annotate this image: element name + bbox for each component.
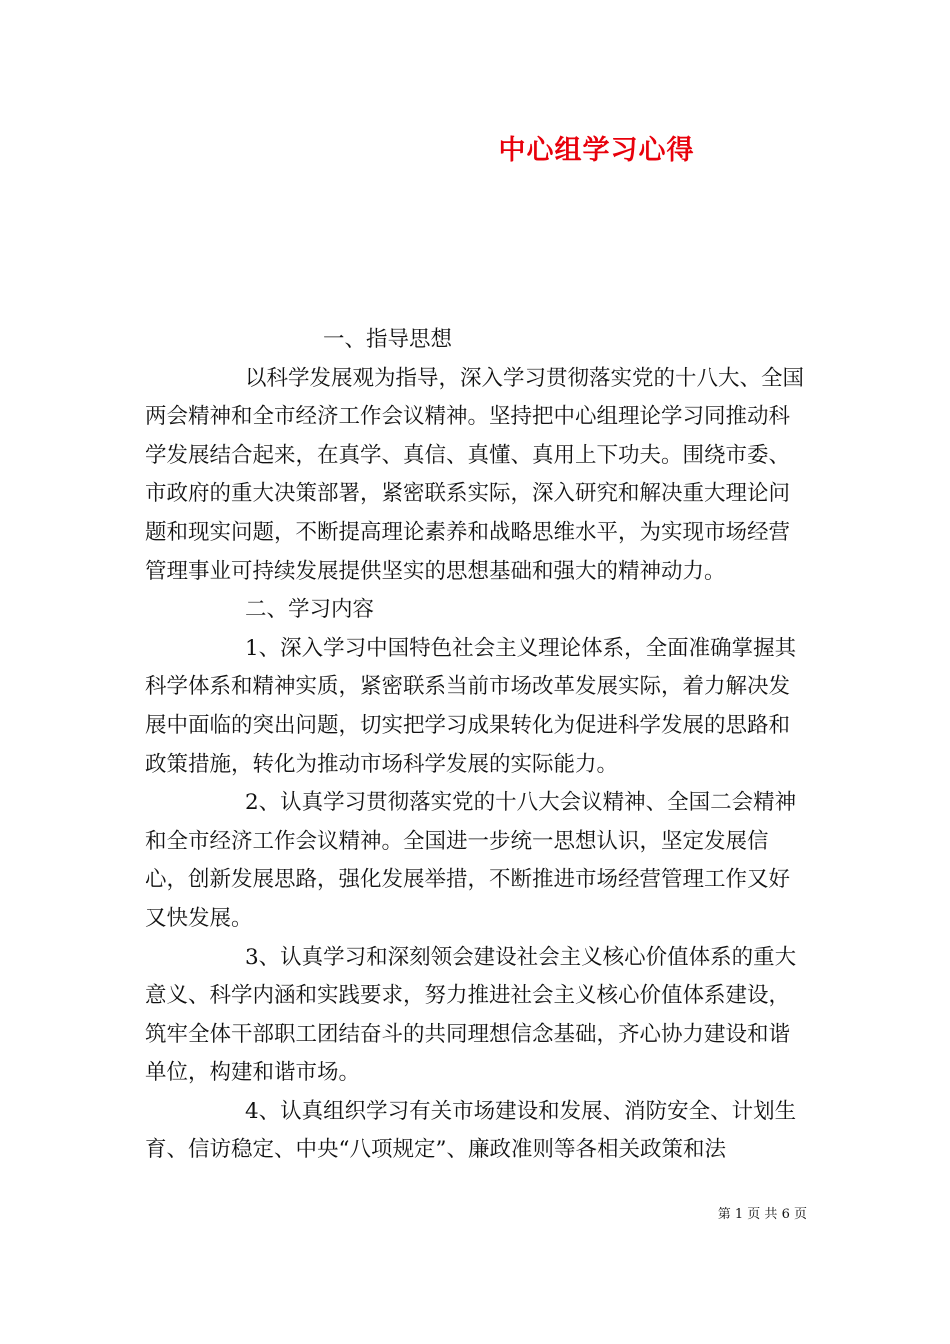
document-title: 中心组学习心得	[498, 135, 695, 166]
footer-current-page: 1	[734, 1207, 744, 1222]
footer-prefix: 第	[717, 1207, 731, 1222]
section-heading-guiding-ideology: 一、指导思想	[323, 327, 453, 352]
footer-suffix: 页	[793, 1207, 807, 1222]
document-body	[145, 321, 810, 1170]
footer-total-pages: 6	[781, 1207, 790, 1222]
section-heading-study-content: 二、学习内容	[245, 597, 375, 623]
study-item-1: 1、深入学习中国特色社会主义理论体系，全面准确掌握其科学体系和精神实质，紧密联系当前市场改革发展实际，着力解决发展中面临的突出问题，切实把学习成果转化为促进科学发展的思路和政策措施，转化为推动市场科学发展的实际能力。	[145, 635, 797, 777]
section-paragraph-guiding-ideology: 以科学发展观为指导，深入学习贯彻落实党的十八大、全国两会精神和全市经济工作会议精神。坚持把中心组理论学习同推动科学发展结合起来，在真学、真信、真懂、真用上下功夫。围绕市委、市政府的重大决策部署，紧密联系实际，深入研究和解决重大理论问题和现实问题，不断提高理论素养和战略思维水平，为实现市场经营管理事业可持续发展提供坚实的思想基础和强大的精神动力。	[145, 365, 805, 584]
page-footer	[718, 1203, 807, 1222]
study-item-3: 3、认真学习和深刻领会建设社会主义核心价值体系的重大意义、科学内涵和实践要求，努力推进社会主义核心价值体系建设，筑牢全体干部职工团结奋斗的共同理想信念基础，齐心协力建设和谐单位，构建和谐市场。	[145, 944, 797, 1086]
footer-middle: 页 共	[747, 1207, 778, 1222]
study-item-2: 2、认真学习贯彻落实党的十八大会议精神、全国二会精神和全市经济工作会议精神。全国进一步统一思想认识，坚定发展信心，创新发展思路，强化发展举措，不断推进市场经营管理工作又好又快发展。	[145, 790, 797, 931]
study-item-4: 4、认真组织学习有关市场建设和发展、消防安全、计划生育、信访稳定、中央“八项规定”、廉政准则等各相关政策和法	[145, 1098, 797, 1163]
